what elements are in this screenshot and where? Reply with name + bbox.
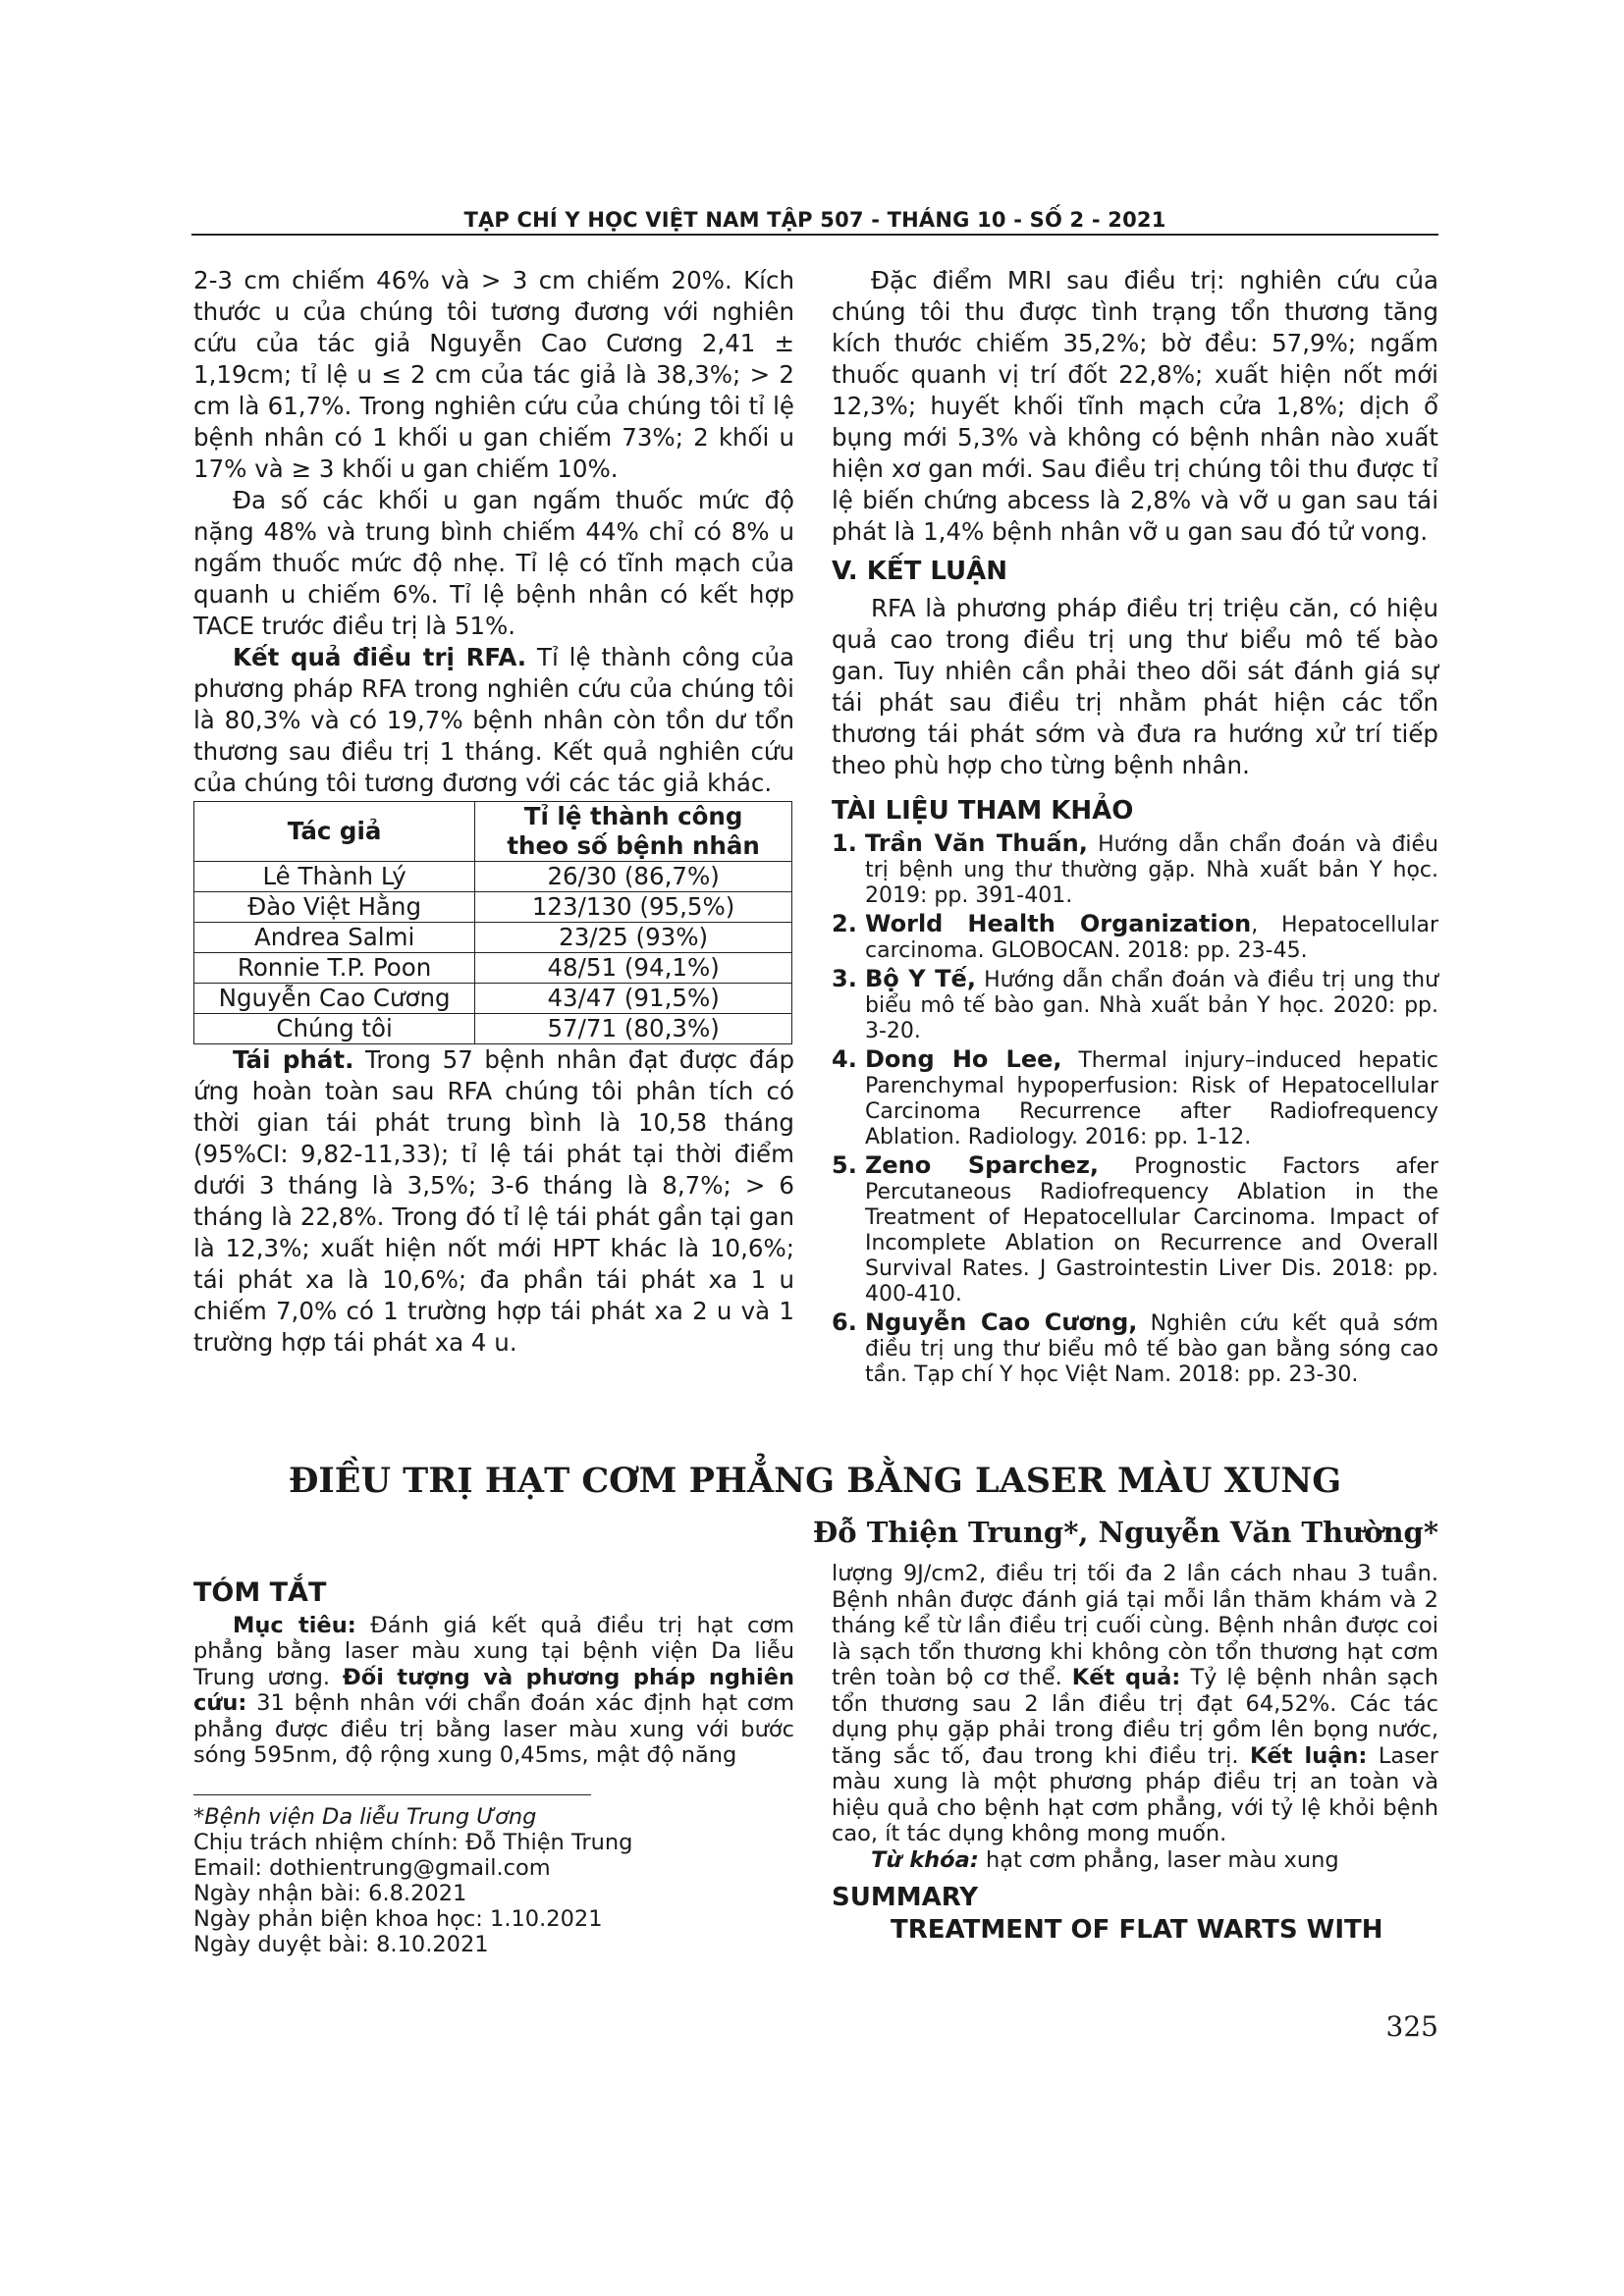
abstract-right xyxy=(832,1561,1438,1943)
recurrence-heading: Tái phát. xyxy=(233,1045,354,1074)
rfa-results-heading: Kết quả điều trị RFA. xyxy=(233,643,527,671)
reference-item: 6. Nguyễn Cao Cương, Nghiên cứu kết quả sớm điều trị ung thư biểu mô tế bào gan bằng sóng cao tần. Tạp chí Y học Việt Nam. 2018: pp. 23-30. xyxy=(832,1308,1438,1387)
summary-title: SUMMARY xyxy=(832,1883,979,1912)
table-row: Chúng tôi 57/71 (80,3%) xyxy=(194,1014,792,1044)
abstract-paragraph: Mục tiêu: Đánh giá kết quả điều trị hạt cơm phẳng bằng laser màu xung tại bệnh viện Da liễu Trung ương. Đối tượng và phương pháp nghiên cứu: 31 bệnh nhân với chẩn đoán xác định hạt cơm phẳng được điều trị bằng laser màu xung với bước sóng 595nm, độ rộng xung 0,45ms, mật độ năng xyxy=(193,1612,794,1768)
table-header-author: Tác giả xyxy=(194,802,475,862)
abstract-left xyxy=(193,1577,794,1769)
footnote-email: Email: dothientrung@gmail.com xyxy=(193,1855,551,1881)
paragraph-conclusion: RFA là phương pháp điều trị triệu căn, có hiệu quả cao trong điều trị ung thư biểu mô tế bào gan. Tuy nhiên cần phải theo dõi sát đánh giá sự tái phát sau điều trị nhằm phát hiện các tổn thương tái phát sớm và đưa ra hướng xử trí tiếp theo phù hợp cho từng bệnh nhân. xyxy=(832,594,1438,779)
reference-item: 4. Dong Ho Lee, Thermal injury–induced hepatic Parenchymal hypoperfusion: Risk of Hepatocellular Carcinoma Recurrence after Radiofrequency Ablation. Radiology. 2016: pp. 1-12. xyxy=(832,1045,1438,1149)
footnote-responsible: Chịu trách nhiệm chính: Đỗ Thiện Trung xyxy=(193,1830,633,1855)
footnote-reviewed: Ngày phản biện khoa học: 1.10.2021 xyxy=(193,1906,603,1932)
paragraph-contrast: Đa số các khối u gan ngấm thuốc mức độ nặng 48% và trung bình chiếm 44% chỉ có 8% u ngấm thuốc mức độ nhẹ. Tỉ lệ có tĩnh mạch của quanh u chiếm 6%. Tỉ lệ bệnh nhân có kết hợp TACE trước điều trị là 51%. xyxy=(193,486,794,640)
results-table xyxy=(193,801,792,1044)
summary-subtitle: TREATMENT OF FLAT WARTS WITH xyxy=(891,1914,1383,1945)
right-column xyxy=(832,265,1438,1390)
table-row: Andrea Salmi 23/25 (93%) xyxy=(194,923,792,953)
table-row: Lê Thành Lý 26/30 (86,7%) xyxy=(194,862,792,892)
footnote-rule xyxy=(193,1794,591,1795)
page-number: 325 xyxy=(1385,2010,1438,2043)
paragraph-rfa-results: Kết quả điều trị RFA. Tỉ lệ thành công của phương pháp RFA trong nghiên cứu của chúng tôi là 80,3% và có 19,7% bệnh nhân còn tồn dư tổn thương sau điều trị 1 tháng. Kết quả nghiên cứu của chúng tôi tương đương với các tác giả khác. xyxy=(193,643,794,797)
reference-item: 3. Bộ Y Tế, Hướng dẫn chẩn đoán và điều trị ung thư biểu mô tế bào gan. Nhà xuất bản Y học. 2020: pp. 3-20. xyxy=(832,965,1439,1043)
article-authors: Đỗ Thiện Trung*, Nguyễn Văn Thường* xyxy=(812,1516,1438,1549)
reference-item: 1. Trần Văn Thuấn, Hướng dẫn chẩn đoán và điều trị bệnh ung thư thường gặp. Nhà xuất bản Y học. 2019: pp. 391-401. xyxy=(832,829,1438,908)
keywords: Từ khóa: hạt cơm phẳng, laser màu xung xyxy=(871,1846,1339,1873)
left-column xyxy=(193,265,794,1359)
paragraph-mri: Đặc điểm MRI sau điều trị: nghiên cứu của chúng tôi thu được tình trạng tổn thương tăng kích thước chiếm 35,2%; bờ đều: 57,9%; ngấm thuốc quanh vị trí đốt 22,8%; xuất hiện nốt mới 12,3%; huyết khối tĩnh mạch cửa 1,8%; dịch ổ bụng mới 5,3% và không có bệnh nhân nào xuất hiện xơ gan mới. Sau điều trị chúng tôi thu được tỉ lệ biến chứng abcess là 2,8% và vỡ u gan sau tái phát là 1,4% bệnh nhân vỡ u gan sau đó tử vong. xyxy=(832,266,1438,546)
footnote-received: Ngày nhận bài: 6.8.2021 xyxy=(193,1881,467,1906)
article-title: ĐIỀU TRỊ HẠT CƠM PHẲNG BẰNG LASER MÀU XUNG xyxy=(288,1461,1342,1501)
table-header-rate: Tỉ lệ thành công theo số bệnh nhân xyxy=(475,802,792,862)
footnote-affiliation: *Bệnh viện Da liễu Trung Ương xyxy=(193,1804,537,1830)
table-row: Ronnie T.P. Poon 48/51 (94,1%) xyxy=(194,953,792,984)
references-title: TÀI LIỆU THAM KHẢO xyxy=(832,796,1134,826)
paragraph-recurrence: Tái phát. Trong 57 bệnh nhân đạt được đáp ứng hoàn toàn sau RFA chúng tôi phân tích có thời gian tái phát trung bình là 10,58 tháng (95%CI: 9,82-11,33); tỉ lệ tái phát tại thời điểm dưới 3 tháng là 3,5%; 3-6 tháng là 8,7%; > 6 tháng là 22,8%. Trong đó tỉ lệ tái phát gần tại gan là 12,3%; xuất hiện nốt mới HPT khác là 10,6%; tái phát xa là 10,6%; đa phần tái phát xa 1 u chiếm 7,0% có 1 trường hợp tái phát xa 2 u và 1 trường hợp tái phát xa 4 u. xyxy=(193,1045,795,1357)
abstract-title: TÓM TẮT xyxy=(193,1577,327,1608)
paragraph-tumor-size: 2-3 cm chiếm 46% và > 3 cm chiếm 20%. Kích thước u của chúng tôi tương đương với nghiên cứu của tác giả Nguyễn Cao Cương 2,41 ± 1,19cm; tỉ lệ u ≤ 2 cm của tác giả là 38,3%; > 2 cm là 61,7%. Trong nghiên cứu của chúng tôi tỉ lệ bệnh nhân có 1 khối u gan chiếm 73%; 2 khối u 17% và ≥ 3 khối u gan chiếm 10%. xyxy=(193,266,794,483)
references-list xyxy=(832,830,1438,1388)
abstract-continuation: lượng 9J/cm2, điều trị tối đa 2 lần cách nhau 3 tuần. Bệnh nhân được đánh giá tại mỗi lần thăm khám và 2 tháng kể từ lần điều trị cuối cùng. Bệnh nhân được coi là sạch tổn thương khi không còn tổn thương hạt cơm trên toàn bộ cơ thể. Kết quả: Tỷ lệ bệnh nhân sạch tổn thương sau 2 lần điều trị đạt 64,52%. Các tác dụng phụ gặp phải trong điều trị gồm lên bọng nước, tăng sắc tố, đau trong khi điều trị. Kết luận: Laser màu xung là một phương pháp điều trị an toàn và hiệu quả cho bệnh hạt cơm phẳng, với tỷ lệ khỏi bệnh cao, ít tác dụng không mong muốn. xyxy=(832,1561,1438,1846)
table-row: Nguyễn Cao Cương 43/47 (91,5%) xyxy=(194,984,792,1014)
table-row: Đào Việt Hằng 123/130 (95,5%) xyxy=(194,892,792,923)
footnotes xyxy=(193,1804,794,1957)
table-header-row xyxy=(194,802,792,862)
header-rule xyxy=(191,234,1438,236)
journal-header: TẠP CHÍ Y HỌC VIỆT NAM TẬP 507 - THÁNG 10 - SỐ 2 - 2021 xyxy=(463,208,1166,232)
reference-item: 2. World Health Organization, Hepatocellular carcinoma. GLOBOCAN. 2018: pp. 23-45. xyxy=(832,910,1438,963)
reference-item: 5. Zeno Sparchez, Prognostic Factors afer Percutaneous Radiofrequency Ablation in the Treatment of Hepatocellular Carcinoma. Impact of Incomplete Ablation on Recurrence and Overall Survival Rates. J Gastrointestin Liver Dis. 2018: pp. 400-410. xyxy=(832,1151,1438,1307)
section-conclusion-title: V. KẾT LUẬN xyxy=(832,557,1008,586)
footnote-accepted: Ngày duyệt bài: 8.10.2021 xyxy=(193,1932,489,1957)
